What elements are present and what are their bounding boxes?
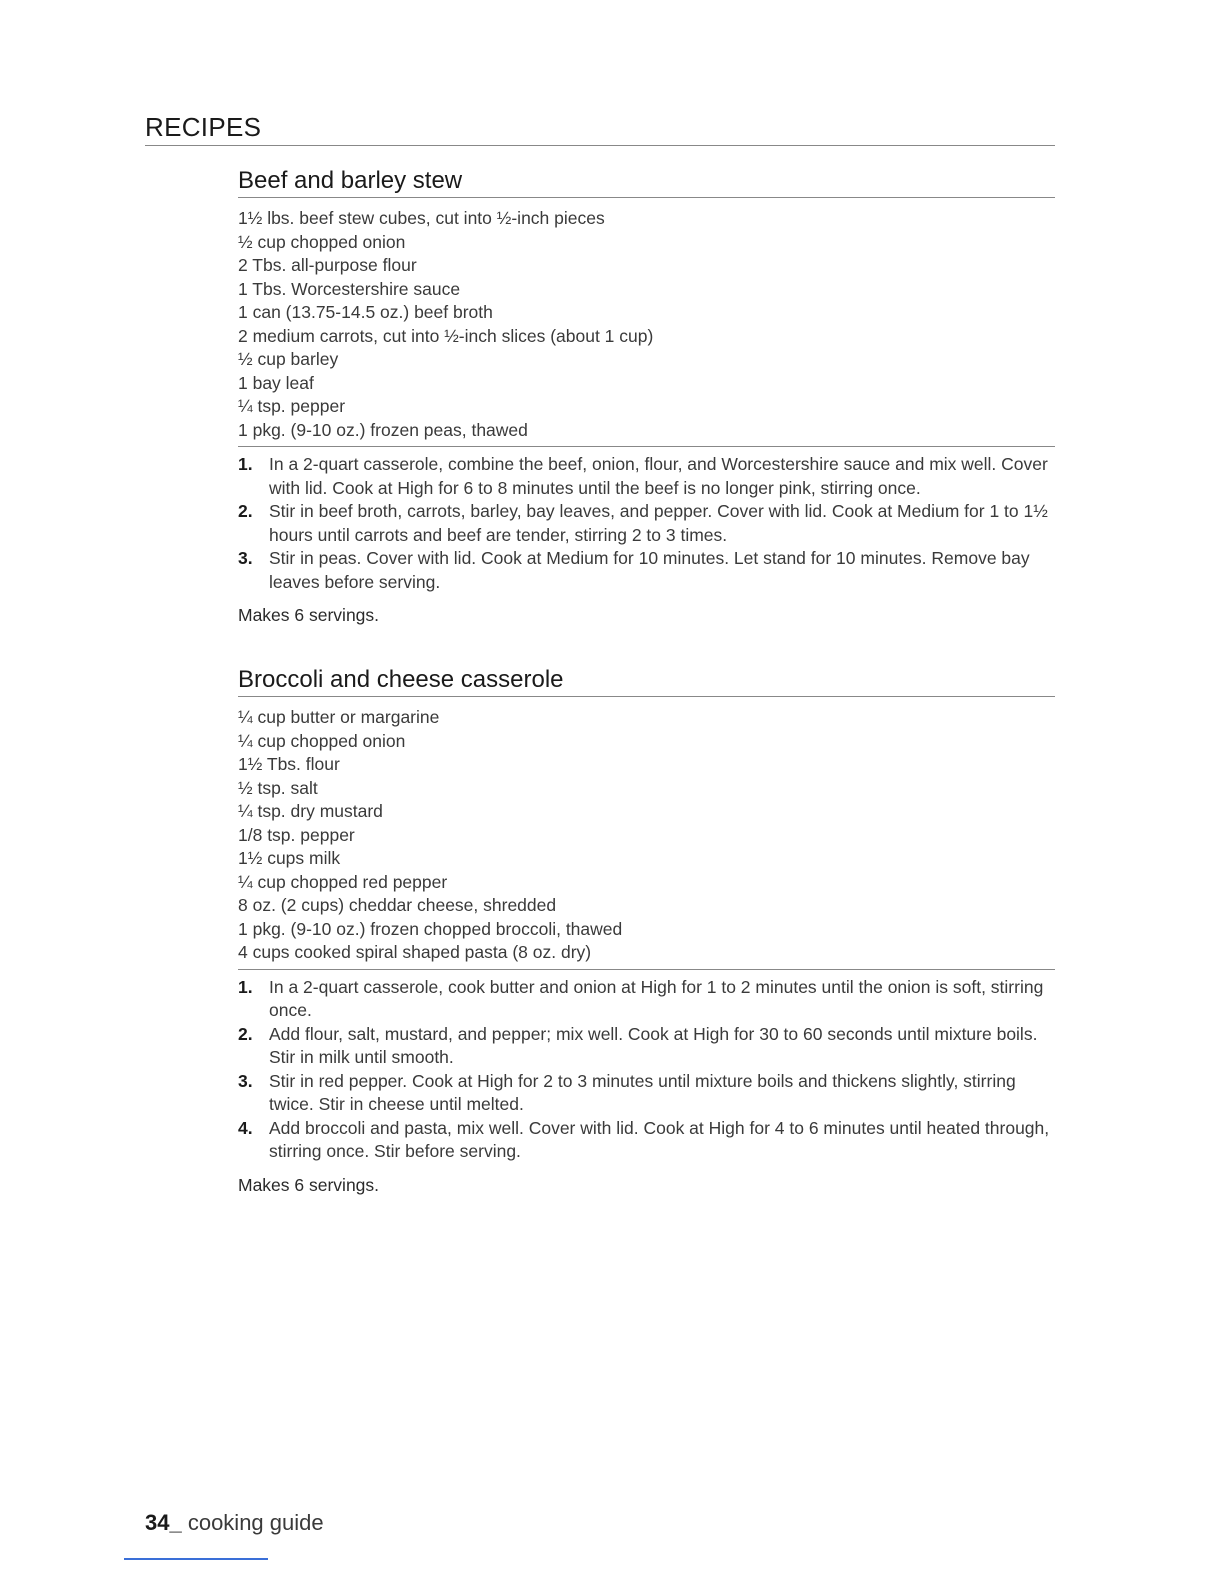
ingredient-item: 1 bay leaf: [238, 372, 314, 393]
ingredient-list: [238, 207, 1055, 447]
recipe-broccoli-cheese-casserole: [238, 665, 1055, 1197]
servings-note: Makes 6 servings.: [238, 605, 380, 625]
ingredient-item: ½ cup chopped onion: [238, 231, 406, 252]
step-text: Add flour, salt, mustard, and pepper; mix well. Cook at High for 30 to 60 seconds until mixture boils. Stir in milk until smooth.: [269, 1023, 1038, 1067]
ingredient-item: ¼ tsp. dry mustard: [238, 801, 383, 821]
step-item: [238, 1023, 1055, 1070]
step-text: Stir in beef broth, carrots, barley, bay leaves, and pepper. Cover with lid. Cook at Medium for 1 to 1½ hours until carrots and beef are tender, stirring 2 to 3 times.: [269, 501, 1048, 545]
step-text: In a 2-quart casserole, cook butter and onion at High for 1 to 2 minutes until the onion is soft, stirring once.: [269, 976, 1044, 1020]
ingredient-item: 1 can (13.75-14.5 oz.) beef broth: [238, 302, 493, 322]
step-number: 3.: [238, 548, 253, 568]
ingredient-list: [238, 706, 1055, 970]
ingredient-item: 1/8 tsp. pepper: [238, 824, 355, 845]
ingredient-item: 1 Tbs. Worcestershire sauce: [238, 278, 461, 299]
section-title: RECIPES: [145, 112, 1055, 146]
step-number: 1.: [238, 454, 253, 474]
ingredient-item: 8 oz. (2 cups) cheddar cheese, shredded: [238, 895, 557, 915]
ingredient-item: 1 pkg. (9-10 oz.) frozen peas, thawed: [238, 419, 528, 440]
step-text: In a 2-quart casserole, combine the beef, onion, flour, and Worcestershire sauce and mix well. Cover with lid. Cook at High for 6 to 8 minutes until the beef is no longer pink, stirring once.: [269, 454, 1048, 498]
step-number: 2.: [238, 1023, 253, 1044]
ingredient-item: ¼ cup butter or margarine: [238, 707, 440, 727]
servings-note: Makes 6 servings.: [238, 1174, 380, 1195]
recipe-beef-barley-stew: [238, 166, 1055, 628]
step-list: [238, 976, 1055, 1164]
step-item: [238, 453, 1055, 500]
step-list: [238, 453, 1055, 594]
page-footer: [145, 1510, 324, 1536]
step-item: [238, 976, 1055, 1023]
ingredient-item: ¼ tsp. pepper: [238, 396, 346, 416]
page-number: 34_: [145, 1510, 182, 1535]
step-number: 1.: [238, 976, 253, 997]
step-item: [238, 500, 1055, 547]
step-number: 3.: [238, 1070, 253, 1091]
step-item: [238, 1070, 1055, 1117]
ingredient-item: 2 medium carrots, cut into ½-inch slices (about 1 cup): [238, 325, 654, 346]
step-text: Stir in peas. Cover with lid. Cook at Medium for 10 minutes. Let stand for 10 minutes. Remove bay leaves before serving.: [269, 548, 1030, 592]
ingredient-item: 4 cups cooked spiral shaped pasta (8 oz. dry): [238, 942, 592, 962]
step-number: 4.: [238, 1117, 253, 1138]
ingredient-item: ½ cup barley: [238, 349, 339, 369]
step-item: [238, 1117, 1055, 1164]
step-text: Add broccoli and pasta, mix well. Cover with lid. Cook at High for 4 to 6 minutes until heated through, stirring once. Stir before serving.: [269, 1117, 1050, 1161]
ingredient-item: ¼ cup chopped red pepper: [238, 871, 448, 892]
footer-divider: [124, 1558, 268, 1560]
ingredient-item: 1½ cups milk: [238, 848, 341, 868]
ingredient-item: ½ tsp. salt: [238, 777, 318, 798]
recipe-title: Broccoli and cheese casserole: [238, 665, 1055, 697]
ingredient-item: 1 pkg. (9-10 oz.) frozen chopped broccoli, thawed: [238, 918, 623, 939]
recipe-title: Beef and barley stew: [238, 166, 1055, 198]
step-text: Stir in red pepper. Cook at High for 2 to 3 minutes until mixture boils and thickens slightly, stirring twice. Stir in cheese until melted.: [269, 1070, 1016, 1114]
footer-label: cooking guide: [181, 1510, 324, 1535]
ingredient-item: 2 Tbs. all-purpose flour: [238, 255, 417, 275]
step-item: [238, 547, 1055, 594]
ingredient-item: ¼ cup chopped onion: [238, 730, 406, 751]
ingredient-item: 1½ lbs. beef stew cubes, cut into ½-inch pieces: [238, 208, 605, 228]
step-number: 2.: [238, 501, 253, 521]
ingredient-item: 1½ Tbs. flour: [238, 754, 340, 774]
